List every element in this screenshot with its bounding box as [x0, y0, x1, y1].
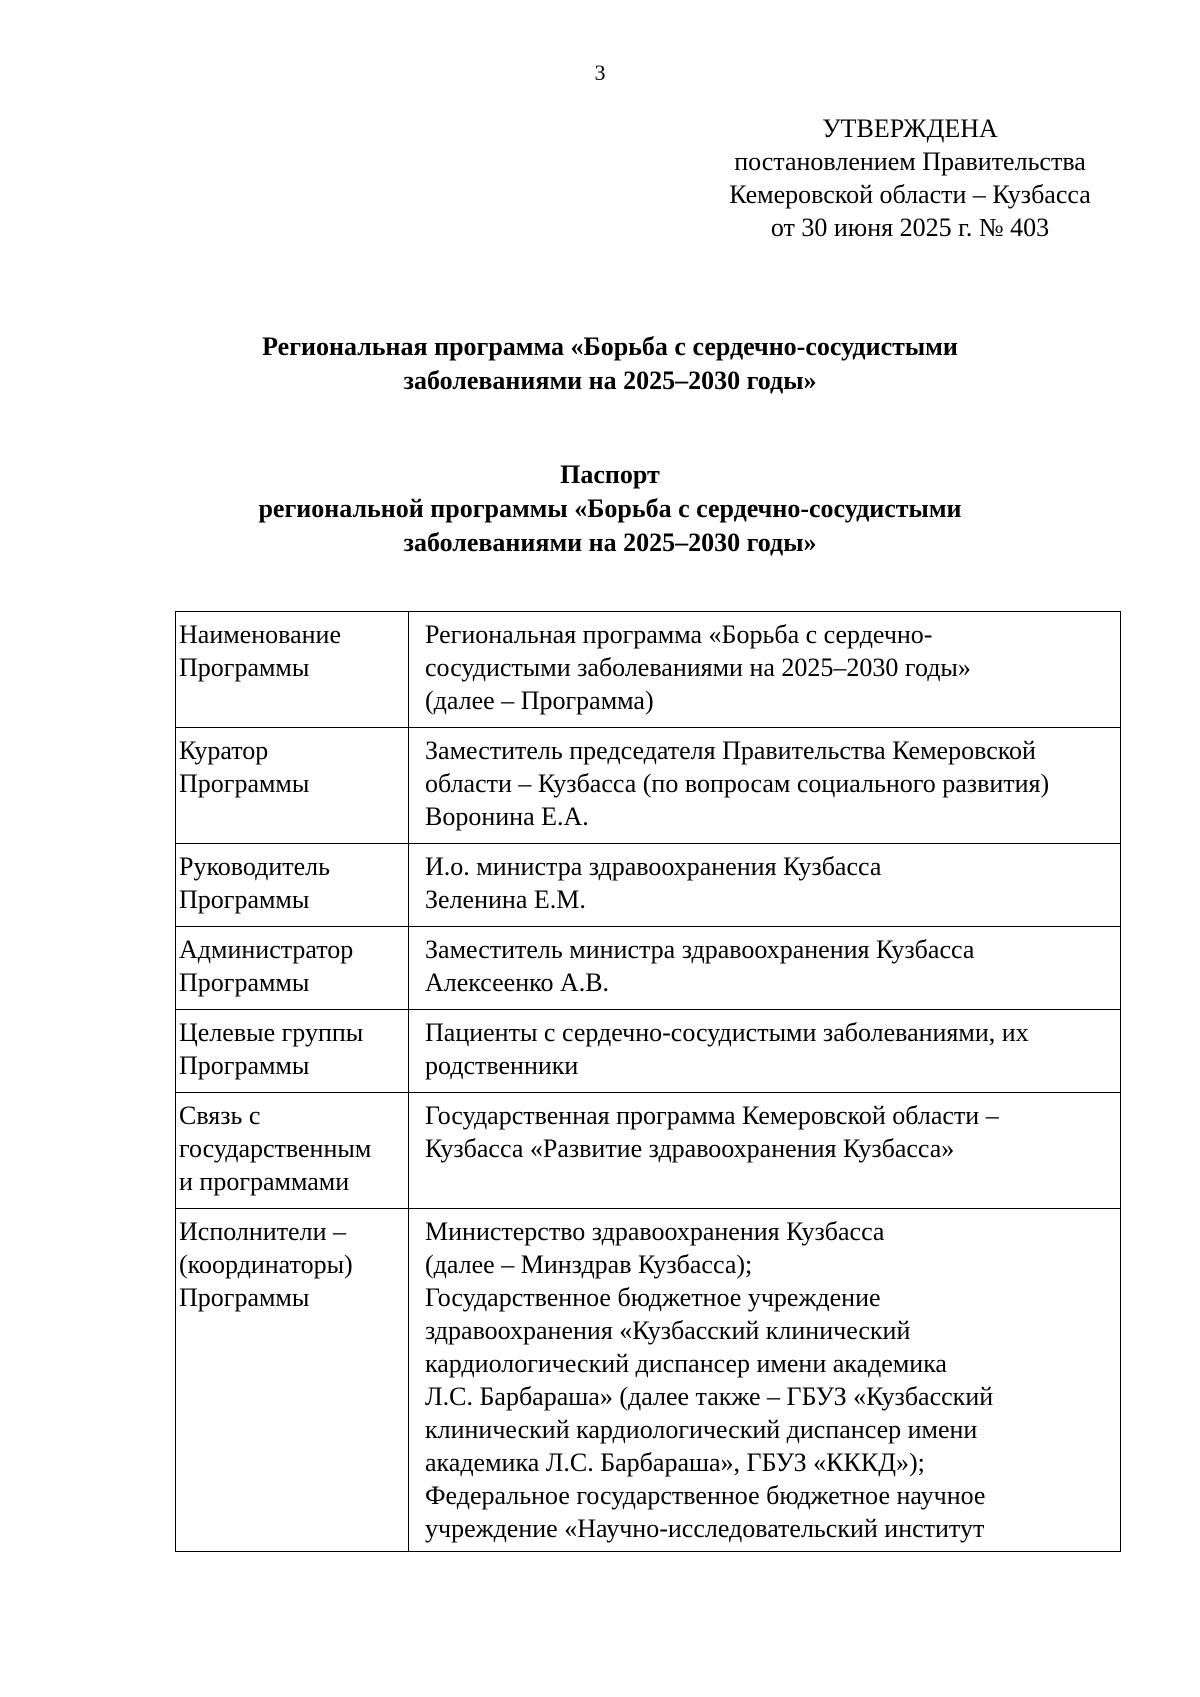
row-label: Руководитель Программы — [176, 844, 409, 927]
passport-title-line: региональной программы «Борьба с сердечно-сосудистыми — [258, 494, 962, 523]
passport-title — [150, 458, 1070, 560]
approval-stamp — [700, 112, 1120, 244]
table-row — [176, 927, 1121, 1010]
approval-line: от 30 июня 2025 г. № 403 — [770, 213, 1050, 242]
row-label: Целевые группы Программы — [176, 1010, 409, 1093]
table-row — [176, 728, 1121, 844]
program-title-line: Региональная программа «Борьба с сердечно-сосудистыми — [262, 332, 958, 361]
passport-title-line: заболеваниями на 2025–2030 годы» — [403, 528, 817, 557]
approval-line: Кемеровской области – Кузбасса — [729, 180, 1091, 209]
row-value: Пациенты с сердечно-сосудистыми заболеваниями, их родственники — [409, 1010, 1121, 1093]
row-label: Куратор Программы — [176, 728, 409, 844]
table-row — [176, 1093, 1121, 1209]
page-number: 3 — [594, 60, 606, 85]
approval-line: УТВЕРЖДЕНА — [822, 114, 998, 143]
row-value: Заместитель министра здравоохранения Кузбасса Алексеенко А.В. — [409, 927, 1121, 1010]
row-label: Связь с государственным и программами — [176, 1093, 409, 1209]
row-value: И.о. министра здравоохранения Кузбасса Зеленина Е.М. — [409, 844, 1121, 927]
approval-line: постановлением Правительства — [734, 147, 1086, 176]
passport-table — [175, 611, 1121, 1552]
row-value: Министерство здравоохранения Кузбасса (далее – Минздрав Кузбасса); Государственное бюджетное учреждение здравоохранения «Кузбасский клинический кардиологический диспансер имени академика Л.С. Барбараша» (далее также – ГБУЗ «Кузбасский клинический кардиологический диспансер имени академика Л.С. Барбараша», ГБУЗ «КККД»); Федеральное государственное бюджетное научное учреждение «Научно-исследовательский институт — [409, 1209, 1121, 1552]
row-label: Наименование Программы — [176, 612, 409, 728]
passport-title-line: Паспорт — [560, 460, 660, 489]
row-value: Государственная программа Кемеровской области – Кузбасса «Развитие здравоохранения Кузбасса» — [409, 1093, 1121, 1209]
program-title-line: заболеваниями на 2025–2030 годы» — [403, 366, 817, 395]
table-row — [176, 1209, 1121, 1552]
row-value: Региональная программа «Борьба с сердечно- сосудистыми заболеваниями на 2025–2030 годы» (далее – Программа) — [409, 612, 1121, 728]
row-label: Администратор Программы — [176, 927, 409, 1010]
row-value: Заместитель председателя Правительства Кемеровской области – Кузбасса (по вопросам социального развития) Воронина Е.А. — [409, 728, 1121, 844]
program-title — [150, 330, 1070, 398]
row-label: Исполнители – (координаторы) Программы — [176, 1209, 409, 1552]
table-row — [176, 612, 1121, 728]
table-row — [176, 844, 1121, 927]
table-row — [176, 1010, 1121, 1093]
